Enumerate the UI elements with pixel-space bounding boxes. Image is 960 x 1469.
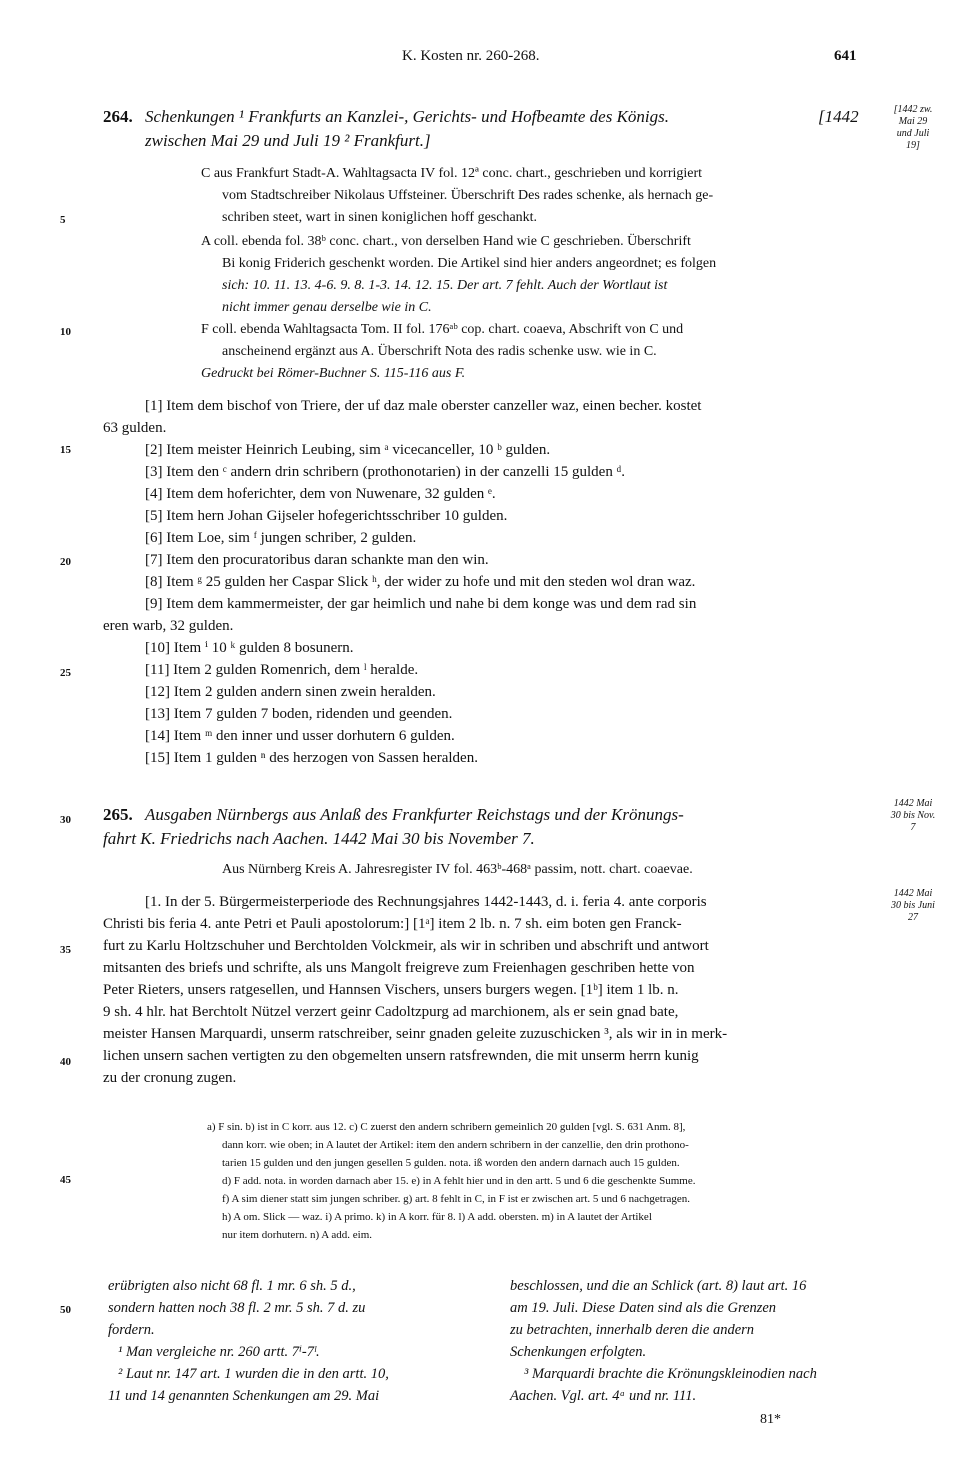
entry-date-bracket: [1442 [818,107,859,126]
note-line: ³ Marquardi brachte die Krönungskleinodien nach [524,1366,817,1382]
text-line: Peter Rieters, unsers ratgesellen, und Hannsen Vischers, unsers burgers wegen. [1ᵇ] item 1 lb. n. [103,982,679,998]
list-item: [12] Item 2 gulden andern sinen zwein heralden. [145,684,436,700]
line-number: 25 [60,667,71,679]
note-line: zu betrachten, innerhalb deren die andern [510,1322,755,1338]
source-line: schriben steet, wart in sinen koniglichen hoff geschankt. [222,210,538,225]
list-item: [6] Item Loe, sim ᶠ jungen schriber, 2 gulden. [145,530,417,546]
list-item: [13] Item 7 gulden 7 boden, ridenden und geenden. [145,706,453,722]
entry-title-line2: fahrt K. Friedrichs nach Aachen. 1442 Mai 30 bis November 7. [103,829,535,848]
line-number: 40 [60,1056,71,1068]
source-line: vom Stadtschreiber Nikolaus Uffsteiner. Überschrift Des rades schenke, als hernach ge- [222,188,714,203]
page-number: 641 [834,48,857,64]
note-line: ² Laut nr. 147 art. 1 wurden die in den artt. 10, [118,1366,389,1382]
footnote-line: a) F sin. b) ist in C korr. aus 12. c) C zuerst den andern schribern gemeinlich 20 gulden [vgl. S. 631 Anm. 8], [207,1121,686,1133]
text-line: lichen unsern sachen vertigten zu den obgemelten unsern ratsfrewnden, die mit unserm herrn kunig [103,1048,699,1064]
note-line: am 19. Juli. Diese Daten sind als die Grenzen [510,1300,777,1316]
margin-date: 1442 Mai 30 bis Nov. 7 [890,798,936,833]
line-number: 10 [60,326,71,338]
footnote-line: tarien 15 gulden und den jungen gesellen 5 gulden. nota. iß worden den andern darnach auch 15 gulden. [222,1157,680,1169]
source-line: nicht immer genau derselbe wie in C. [222,300,432,315]
text-line: [1. In der 5. Bürgermeisterperiode des Rechnungsjahres 1442-1443, d. i. feria 4. ante corporis [145,894,707,910]
footnote-line: f) A sim diener statt sim jungen schriber. g) art. 8 fehlt in C, in F ist er zwischen art. 5 und 6 nachgetragen. [222,1193,691,1205]
note-line: fordern. [108,1322,155,1338]
footnote-line: dann korr. wie oben; in A lautet der Artikel: item den andern schribern in der canzellie, den drin prothono- [222,1139,689,1151]
list-item: 63 gulden. [103,420,167,436]
list-item: [11] Item 2 gulden Romenrich, dem ˡ heralde. [145,662,419,678]
footnote-line: h) A om. Slick — waz. i) A primo. k) in A korr. für 8. l) A add. obersten. m) in A lautet der Artikel [222,1211,652,1223]
note-line: 11 und 14 genannten Schenkungen am 29. Mai [108,1388,380,1404]
entry-title: Schenkungen ¹ Frankfurts an Kanzlei-, Gerichts- und Hofbeamte des Königs. [145,107,669,126]
line-number: 50 [60,1304,71,1316]
text-line: meister Hansen Marquardi, unserm ratschreiber, seinr gnaden geleite zuzuschicken ³, als wir in in merk- [103,1026,728,1042]
list-item: [3] Item den ᶜ andern drin schribern (prothonotarien) in der canzelli 15 gulden ᵈ. [145,464,625,480]
footnote-line: d) F add. nota. in worden darnach aber 15. e) in A fehlt hier und in den artt. 5 und 6 die geschenkte Summe. [222,1175,696,1187]
list-item: [2] Item meister Heinrich Leubing, sim ᵃ vicecanceller, 10 ᵇ gulden. [145,442,551,458]
text-line: furt zu Karlu Holtzschuher und Berchtolden Volckmeir, als wir in schriben und abschrift und antwort [103,938,709,954]
list-item: [14] Item ᵐ den inner und usser dorhutern 6 gulden. [145,728,455,744]
note-line: beschlossen, und die an Schlick (art. 8) laut art. 16 [510,1278,807,1294]
list-item: [5] Item hern Johan Gijseler hofegerichtsschriber 10 gulden. [145,508,508,524]
text-line: mitsanten des briefs und schrifte, als uns Mangolt freigreve zum Freienhagen geschriben hette von [103,960,695,976]
list-item: [4] Item dem hoferichter, dem von Nuwenare, 32 gulden ᵉ. [145,486,496,502]
source-line: anscheinend ergänzt aus A. Überschrift Nota des radis schenke usw. wie in C. [222,344,657,359]
line-number: 15 [60,444,71,456]
line-number: 30 [60,814,71,826]
list-item: [7] Item den procuratoribus daran schankte man den win. [145,552,489,568]
note-line: Schenkungen erfolgten. [510,1344,647,1360]
entry-title-line2: zwischen Mai 29 und Juli 19 ² Frankfurt.] [145,131,431,150]
source-line: Gedruckt bei Römer-Buchner S. 115-116 aus F. [201,366,466,381]
line-number: 35 [60,944,71,956]
margin-date: [1442 zw. Mai 29 und Juli 19] [893,104,933,151]
list-item: [9] Item dem kammermeister, der gar heimlich und nahe bi dem konge was und dem rad sin [145,596,697,612]
note-line: ¹ Man vergleiche nr. 260 artt. 7ⁱ-7ˡ. [118,1344,320,1360]
entry-number: 265. [103,805,133,824]
note-line: Aachen. Vgl. art. 4ᵃ und nr. 111. [510,1388,697,1404]
list-item: eren warb, 32 gulden. [103,618,234,634]
list-item: [1] Item dem bischof von Triere, der uf daz male oberster canzeller waz, einen becher. kostet [145,398,702,414]
line-number: 45 [60,1174,71,1186]
list-item: [8] Item ᵍ 25 gulden her Caspar Slick ʰ, der wider zu hofe und mit den steden wol dran waz. [145,574,696,590]
note-line: erübrigten also nicht 68 fl. 1 mr. 6 sh. 5 d., [108,1278,356,1294]
source-line: F coll. ebenda Wahltagsacta Tom. II fol. 176ᵃᵇ cop. chart. coaeva, Abschrift von C und [201,322,684,337]
source-line: C aus Frankfurt Stadt-A. Wahltagsacta IV fol. 12ª conc. chart., geschrieben und korrigiert [201,166,703,181]
line-number: 5 [60,214,66,226]
entry-title: Ausgaben Nürnbergs aus Anlaß des Frankfurter Reichstags und der Krönungs- [145,805,684,824]
source-line: sich: 10. 11. 13. 4-6. 9. 8. 1-3. 14. 12. 15. Der art. 7 fehlt. Auch der Wortlaut ist [222,278,668,293]
text-line: Christi bis feria 4. ante Petri et Pauli apostolorum:] [1ᵃ] item 2 lb. n. 7 sh. eim boten gen Franck- [103,916,682,932]
margin-date: 1442 Mai 30 bis Juni 27 [891,888,935,923]
footnote-line: nur item dorhutern. n) A add. eim. [222,1229,372,1241]
source-line: A coll. ebenda fol. 38ᵇ conc. chart., von derselben Hand wie C geschrieben. Überschrift [201,234,691,249]
list-item: [10] Item ⁱ 10 ᵏ gulden 8 bosunern. [145,640,354,656]
note-line: sondern hatten noch 38 fl. 2 mr. 5 sh. 7 d. zu [108,1300,366,1316]
line-number: 20 [60,556,71,568]
entry-number: 264. [103,107,133,126]
source-line: Aus Nürnberg Kreis A. Jahresregister IV fol. 463ᵇ-468ᵃ passim, nott. chart. coaevae. [222,862,693,877]
running-title: K. Kosten nr. 260-268. [402,48,540,64]
text-line: 9 sh. 4 hlr. hat Berchtolt Nützel verzert geinr Cadoltzpurg ad marchionem, als er sein gnad bate, [103,1004,679,1020]
list-item: [15] Item 1 gulden ⁿ des herzogen von Sassen heralden. [145,750,478,766]
signature-mark: 81* [760,1412,781,1427]
source-line: Bi konig Friderich geschenkt worden. Die Artikel sind hier anders angeordnet; es folgen [222,256,717,271]
text-line: zu der cronung zugen. [103,1070,237,1086]
